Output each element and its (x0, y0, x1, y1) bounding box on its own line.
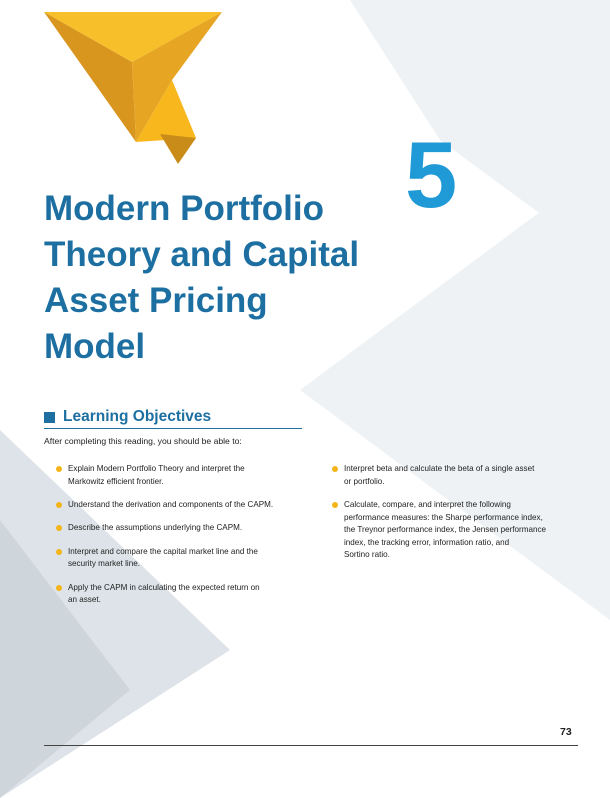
objective-line: Interpret and compare the capital market line and the (68, 546, 258, 556)
objective-item (56, 546, 296, 571)
chapter-title (44, 186, 424, 370)
page-number: 73 (560, 726, 572, 738)
objective-item (332, 499, 577, 562)
objective-line: Markowitz efficient frontier. (68, 476, 164, 486)
objective-line: performance measures: the Sharpe performance index, (344, 512, 543, 522)
objective-line: an asset. (68, 595, 101, 605)
objective-line: index, the tracking error, information ratio, and (344, 537, 510, 547)
objectives-right-column (332, 463, 577, 573)
objectives-intro: After completing this reading, you should be able to: (44, 436, 242, 446)
objective-item (56, 582, 296, 607)
objective-line: Calculate, compare, and interpret the following (344, 499, 511, 509)
objective-line: Explain Modern Portfolio Theory and interpret the (68, 464, 245, 473)
bullet-icon (56, 585, 62, 591)
objective-item (56, 463, 296, 488)
objectives-left-column (56, 463, 296, 618)
section-heading-label: Learning Objectives (63, 408, 212, 425)
publisher-logo (0, 0, 230, 170)
bullet-icon (56, 549, 62, 555)
objective-line: Sortino ratio. (344, 550, 390, 560)
objective-line: Understand the derivation and components of the CAPM. (68, 499, 274, 509)
bullet-icon (56, 466, 62, 472)
objective-line: Interpret beta and calculate the beta of a single asset (344, 464, 535, 473)
bullet-icon (332, 466, 338, 472)
objective-item (56, 522, 296, 535)
objective-line: security market line. (68, 559, 140, 569)
chapter-title-line: Asset Pricing (44, 281, 268, 320)
objective-line: the Treynor performance index, the Jensen performance (344, 525, 547, 535)
chapter-title-line: Theory and Capital (44, 235, 360, 274)
objective-line: Describe the assumptions underlying the CAPM. (68, 523, 243, 533)
footer-rule (44, 745, 578, 746)
heading-square-icon (44, 412, 55, 423)
objective-line: or portfolio. (344, 476, 385, 486)
bullet-icon (56, 525, 62, 531)
chapter-title-line: Model (44, 327, 146, 366)
learning-objectives-heading (44, 408, 302, 429)
objective-item (56, 499, 296, 512)
chapter-number: 5 (405, 122, 458, 227)
bullet-icon (332, 502, 338, 508)
chapter-title-line: Modern Portfolio (44, 189, 324, 228)
objective-item (332, 463, 577, 488)
objective-line: Apply the CAPM in calculating the expected return on (68, 582, 260, 592)
bullet-icon (56, 502, 62, 508)
